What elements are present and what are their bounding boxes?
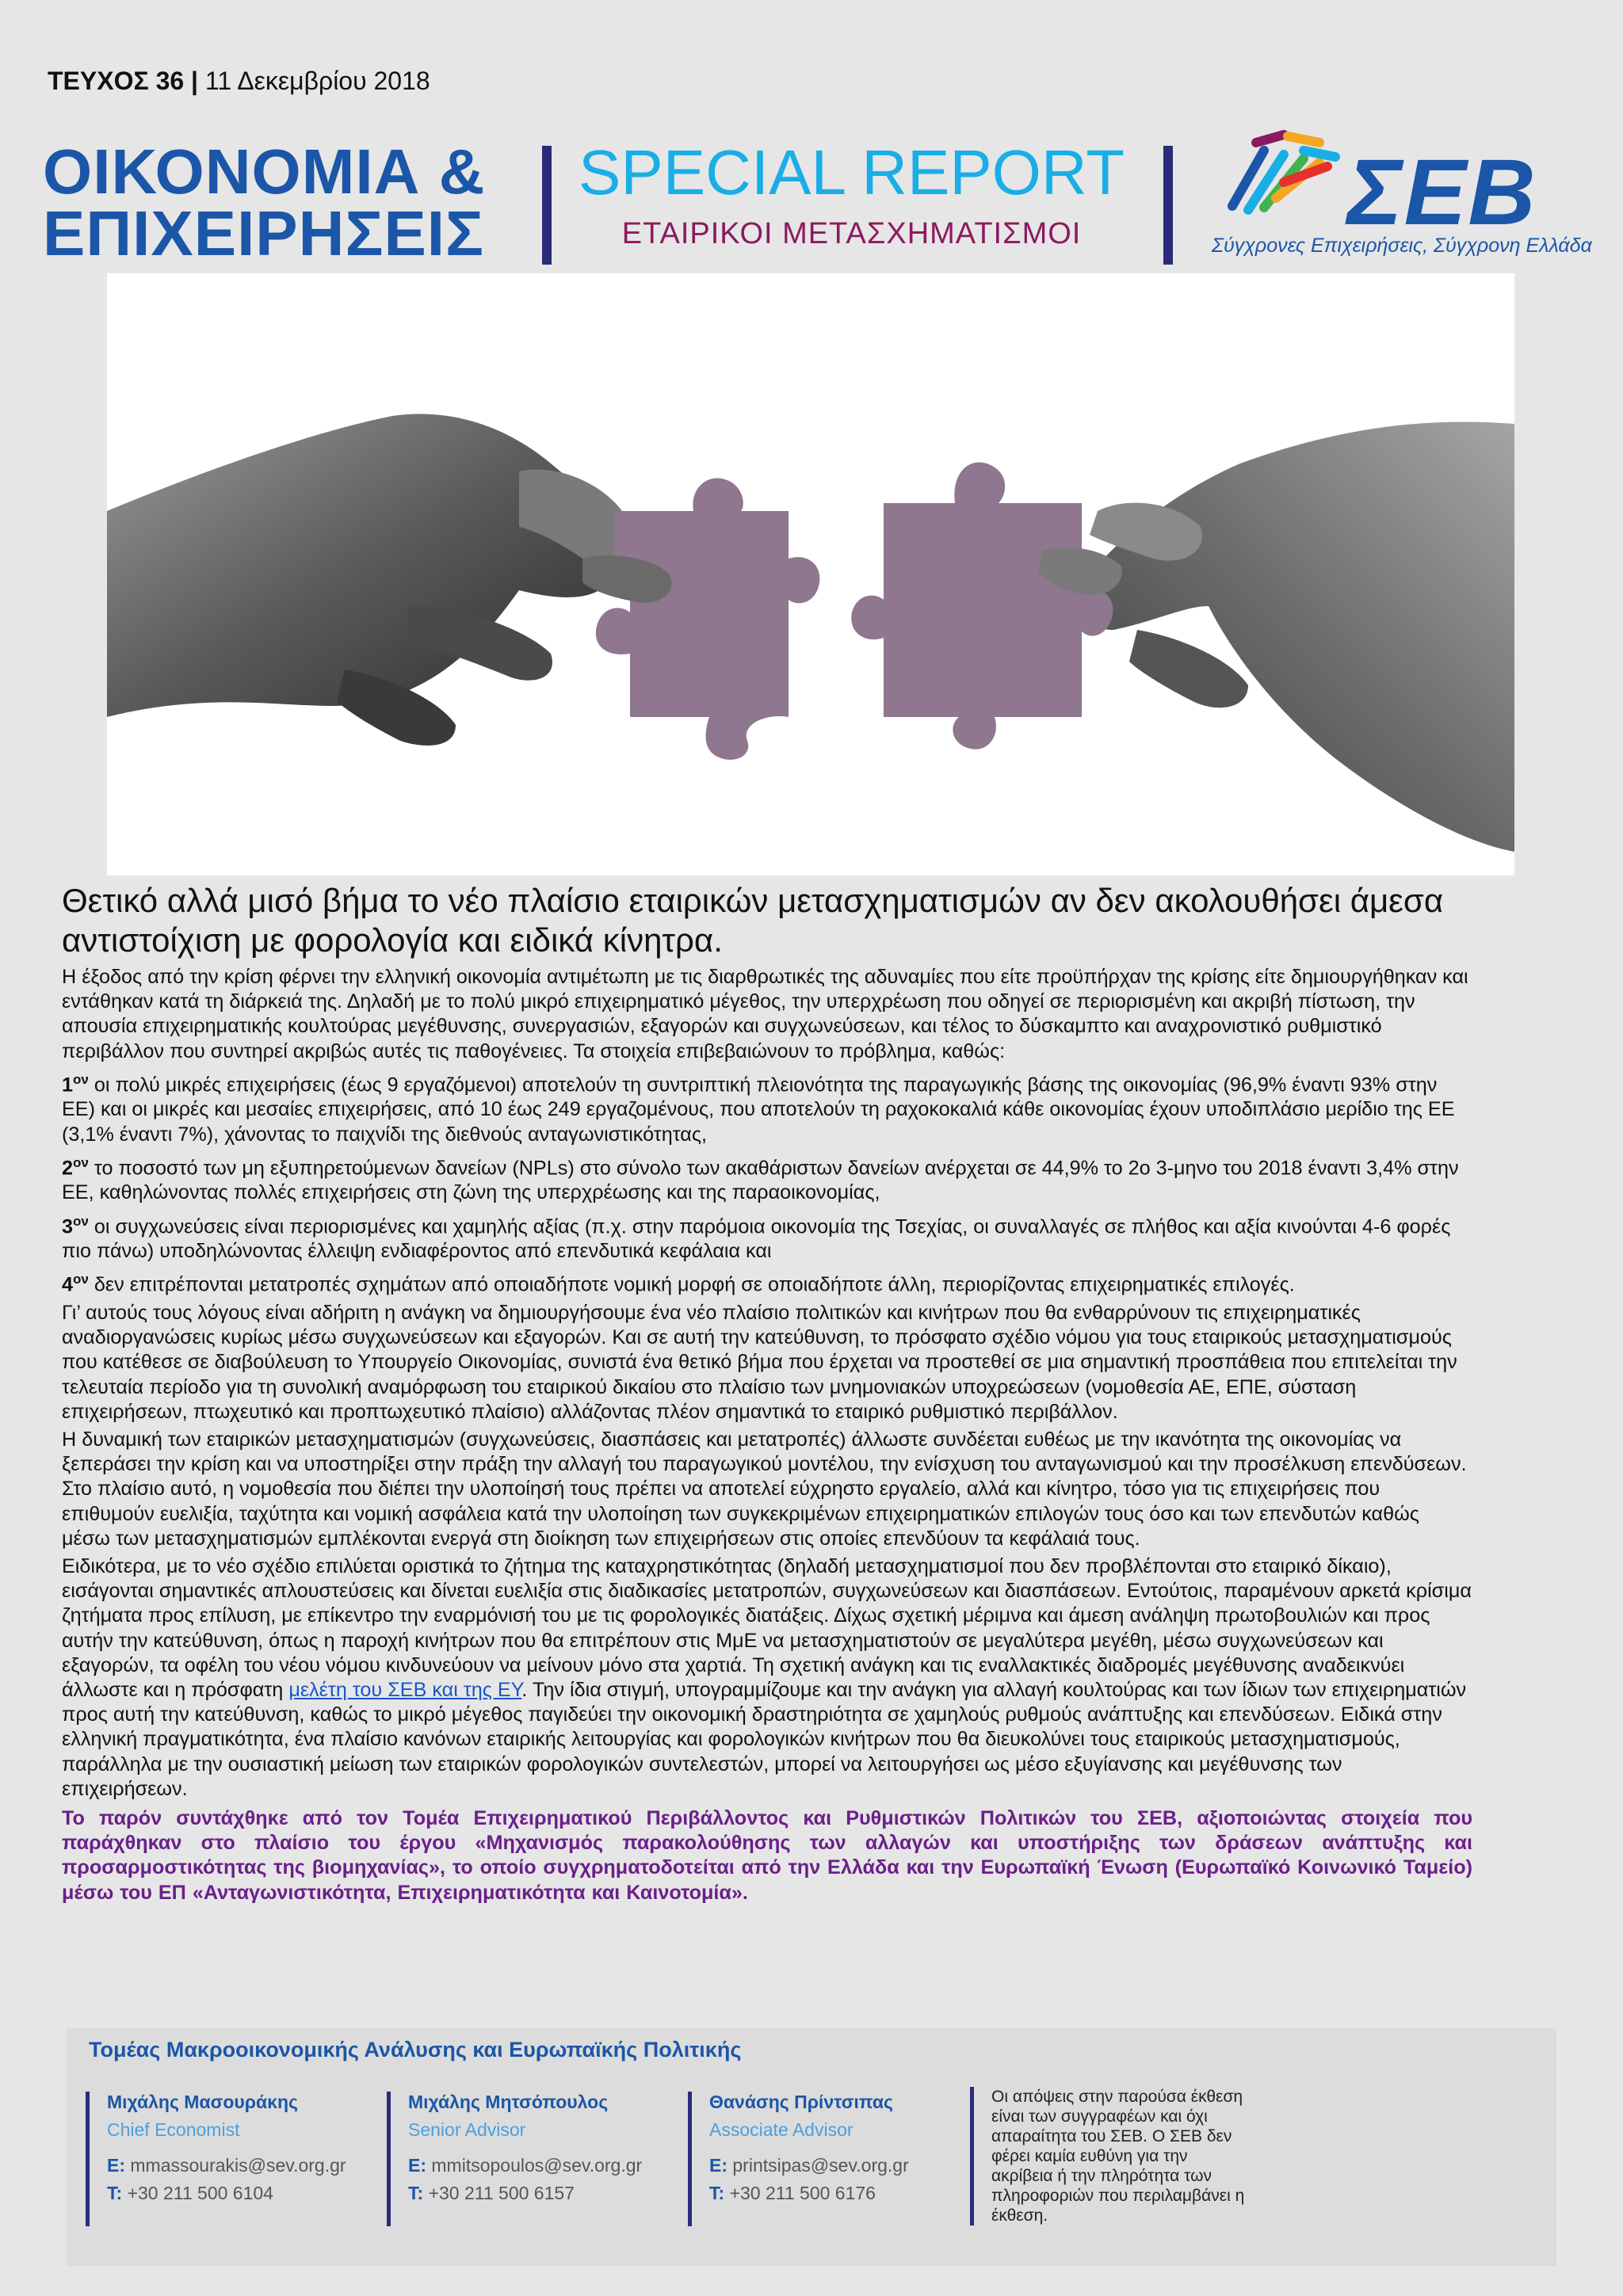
disclaimer-text: Οι απόψεις στην παρούσα έκθεση είναι των συγγραφέων και όχι απαραίτητα του ΣΕΒ. Ο ΣΕΒ δεν φέρει καμία ευθύνη για την ακρίβεια ή την πληρότητα των πληροφοριών που περιλαμβάνει η έκθεση.	[970, 2087, 1253, 2225]
paragraph-2: Γι’ αυτούς τους λόγους είναι αδήριτη η ανάγκη να δημιουργήσουμε ένα νέο πλαίσιο πολιτικών και κινήτρων που θα ενθαρρύνουν τις επιχειρηματικές αναδιοργανώσεις κυρίως μέσω συγχωνεύσεων και εξαγορών. Και σε αυτή την κατεύθυνση, το πρόσφατο σχέδιο νόμου για τους εταιρικούς μετασχηματισμούς που κατέθεσε σε διαβούλευση το Υπουργείο Οικονομίας, συνιστά ένα θετικό βήμα που έρχεται να προστεθεί σε μια σημαντική προσπάθεια που επιτελείται την τελευταία περίοδο για τη συνολική αναμόρφωση του εταιρικού δικαίου στο πλαίσιο των μνημονιακών υποχρεώσεων (νομοθεσία ΑΕ, ΕΠΕ, σύσταση επιχειρήσεων, πτωχευτικό και προπτωχευτικό πλαίσιο) αλλάζοντας πλέον σημαντικά το εταιρικό ρυθμιστικό περιβάλλον.	[62, 1302, 1457, 1423]
contact-name: Θανάσης Πρίντσιπας	[709, 2092, 893, 2112]
hands-puzzle-image	[107, 273, 1514, 875]
hero-image	[107, 273, 1514, 875]
point-text: δεν επιτρέπονται μετατροπές σχημάτων από οποιαδήποτε νομική μορφή σε οποιαδήποτε άλλη, περιορίζοντας επιχειρηματικές επιλογές.	[88, 1273, 1295, 1296]
phone-label: T:	[709, 2183, 725, 2203]
point-text: οι πολύ μικρές επιχειρήσεις (έως 9 εργαζόμενοι) αποτελούν τη συντριπτική πλειονότητα της παραγωγικής βάσης της οικονομίας (96,9% έναντι 93% στην ΕΕ) και οι μικρές και μεσαίες επιχειρήσεις, από 10 έως 249 εργαζομένους, που αποτελούν τη ραχοκοκαλιά κάθε οικονομίας έχουν υποδιπλάσιο μερίδιο της ΕΕ (3,1% έναντι 7%), χάνοντας το παιχνίδι της διεθνούς ανταγωνιστικότητας,	[62, 1074, 1455, 1146]
point-ordinal-suffix: ον	[73, 1272, 89, 1287]
contact-card	[387, 2092, 693, 2226]
contact-name: Μιχάλης Μητσόπουλος	[408, 2092, 609, 2112]
point-ordinal-suffix: ον	[73, 1213, 89, 1229]
email-label: E:	[107, 2155, 125, 2176]
sev-emblem-icon	[1209, 119, 1347, 222]
point-number: 1	[62, 1074, 74, 1097]
contact-role: Associate Advisor	[709, 2119, 854, 2140]
issue-date: 11 Δεκεμβρίου 2018	[204, 67, 430, 95]
point-text: οι συγχωνεύσεις είναι περιορισμένες και χαμηλής αξίας (π.χ. στην παρόμοια οικονομία της Τσεχίας, οι συναλλαγές σε πλήθος και αξία κινούνται 4-6 φορές πιο πάνω) υποδηλώνοντας έλλειψη ενδιαφέροντος από επενδυτικά κεφάλαια και	[62, 1215, 1451, 1263]
masthead-line-2: ΕΠΙΧΕΙΡΗΣΕΙΣ	[43, 198, 485, 269]
contact-role: Chief Economist	[107, 2119, 240, 2140]
contact-phone-row	[107, 2183, 392, 2204]
contact-email-row	[408, 2155, 693, 2176]
point-4	[62, 1267, 1472, 1298]
contact-phone[interactable]: +30 211 500 6176	[729, 2183, 876, 2203]
unit-title: Τομέας Μακροοικονομικής Ανάλυσης και Ευρωπαϊκής Πολιτικής	[89, 2038, 742, 2061]
logo-word: ΣΕΒ	[1347, 140, 1537, 245]
masthead-divider-right	[1163, 146, 1173, 265]
paragraph-4-part-b: . Την ίδια στιγμή, υπογραμμίζουμε και την ανάγκη για αλλαγή κουλτούρας και των ίδιων των επιχειρηματιών προς αυτή την κατεύθυνση, καθώς το μικρό μέγεθος παγιδεύει την οικονομική δραστηριότητα σε χαμηλούς ρυθμούς ανάπτυξης και επενδύσεων. Ειδικά στην ελληνική πραγματικότητα, ένα πλαίσιο κανόνων εταιρικής λειτουργίας και φορολογικών κινήτρων που θα διευκολύνει τους εταιρικούς μετασχηματισμούς, παράλληλα με την ουσιαστική μείωση των εταιρικών φορολογικών συντελεστών, μπορεί να λειτουργήσει ως μέσο εξυγίανσης και μεγέθυνσης των επιχειρήσεων.	[62, 1679, 1467, 1800]
sev-logo	[1209, 119, 1592, 261]
point-text: το ποσοστό των μη εξυπηρετούμενων δανείων (NPLs) στο σύνολο των ακαθάριστων δανείων ανέρχεται σε 44,9% το 2ο 3-μηνο του 2018 έναντι 3,4% στην ΕΕ, καθηλώνοντας πολλές επιχειρήσεις στη ζώνη της υπερχρέωσης και της παραοικονομίας,	[62, 1157, 1459, 1204]
contact-phone-row	[709, 2183, 995, 2204]
contact-email-row	[107, 2155, 392, 2176]
masthead-title	[43, 136, 486, 269]
point-number: 2	[62, 1157, 74, 1180]
logo-tagline: Σύγχρονες Επιχειρήσεις, Σύγχρονη Ελλάδα	[1212, 235, 1592, 257]
point-number: 3	[62, 1215, 74, 1238]
funding-credit: Το παρόν συντάχθηκε από τον Τομέα Επιχειρηματικού Περιβάλλοντος και Ρυθμιστικών Πολιτικών του ΣΕΒ, αξιοποιώντας στοιχεία που παράχθηκαν στο πλαίσιο του έργου «Μηχανισμός παρακολούθησης των αλλαγών και υποστήριξης των δράσεων ανάπτυξης και προσαρμοστικότητας της βιομηχανίας», το οποίο συγχρηματοδοτείται από την Ελλάδα και την Ευρωπαϊκή Ένωση (Ευρωπαϊκό Κοινωνικό Ταμείο) μέσω του ΕΠ «Ανταγωνιστικότητα, Επιχειρηματικότητα και Καινοτομία».	[62, 1807, 1472, 1904]
masthead-divider-left	[542, 146, 552, 265]
contact-email[interactable]: printsipas@sev.org.gr	[732, 2155, 909, 2176]
point-ordinal-suffix: ον	[73, 1071, 89, 1087]
contact-phone-row	[408, 2183, 693, 2204]
intro-paragraph: Η έξοδος από την κρίση φέρνει την ελληνική οικονομία αντιμέτωπη με τις διαρθρωτικές της αδυναμίες που είτε προϋπήρχαν της κρίσης είτε δημιουργήθηκαν και εντάθηκαν κατά τη διάρκειά της. Δηλαδή με το πολύ μικρό επιχειρηματικό μέγεθος, την υπερχρέωση που οδηγεί σε περιορισμένη και ακριβή πίστωση, την απουσία επιχειρηματικής κουλτούρας μεγέθυνσης, συνεργασιών, εξαγορών και συγχωνεύσεων, και τέλος το δύσκαμπτο και αναχρονιστικό ρυθμιστικό περιβάλλον που συντηρεί ακριβώς αυτές τις παθογένειες. Τα στοιχεία επιβεβαιώνουν το πρόβλημα, καθώς:	[62, 966, 1468, 1062]
paragraph-4	[62, 1554, 1472, 1802]
contact-name: Μιχάλης Μασουράκης	[107, 2092, 298, 2112]
contact-email[interactable]: mmassourakis@sev.org.gr	[130, 2155, 346, 2176]
paragraph-4-part-a: Ειδικότερα, με το νέο σχέδιο επιλύεται οριστικά το ζήτημα της καταχρηστικότητας (δηλαδή μετασχηματισμοί που δεν προβλέπονται στο εταιρικό δίκαιο), εισάγονται σημαντικές απλουστεύσεις και δίνεται ευελιξία στις διαδικασίες μετατροπών, συγχωνεύσεων και διασπάσεων. Εντούτοις, παραμένουν αρκετά κρίσιμα ζητήματα προς επίλυση, με επίκεντρο την εναρμόνισή του με τις φορολογικές διατάξεις. Δίχως σχετική μέριμνα και άμεση ανάληψη πρωτοβουλιών και προς αυτήν την κατεύθυνση, όπως η παροχή κινήτρων που θα επιτρέπουν στις ΜμΕ να μετασχηματιστούν σε μεγαλύτερα μεγέθη, μέσω συγχωνεύσεων και εξαγορών, τα οφέλη του νέου νόμου κινδυνεύουν να μείνουν μόνο στα χαρτιά. Τη σχετική ανάγκη και τις εναλλακτικές διαδρομές μεγέθυνσης αναδεικνύει άλλωστε και η πρόσφατη	[62, 1555, 1472, 1702]
article-body	[62, 965, 1472, 1909]
issue-line	[48, 67, 430, 96]
study-link[interactable]: μελέτη του ΣΕΒ και της ΕΥ	[288, 1679, 522, 1702]
point-ordinal-suffix: ον	[73, 1154, 89, 1170]
phone-label: T:	[107, 2183, 123, 2203]
contact-phone[interactable]: +30 211 500 6104	[127, 2183, 273, 2203]
article-headline: Θετικό αλλά μισό βήμα το νέο πλαίσιο εταιρικών μετασχηματισμών αν δεν ακολουθήσει άμεσα αντιστοίχιση με φορολογία και ειδικά κίνητρα.	[62, 882, 1444, 959]
phone-label: T:	[408, 2183, 424, 2203]
contact-card	[86, 2092, 392, 2226]
issue-number: ΤΕΥΧΟΣ 36	[48, 67, 185, 95]
email-label: E:	[709, 2155, 727, 2176]
contact-email-row	[709, 2155, 995, 2176]
contact-role: Senior Advisor	[408, 2119, 526, 2140]
point-1	[62, 1067, 1472, 1147]
issue-separator: |	[184, 67, 205, 95]
contact-phone[interactable]: +30 211 500 6157	[428, 2183, 575, 2203]
footer-contacts	[67, 2028, 1556, 2266]
point-number: 4	[62, 1273, 74, 1296]
special-report-block	[579, 139, 1125, 251]
paragraph-3: Η δυναμική των εταιρικών μετασχηματισμών (συγχωνεύσεις, διασπάσεις και μετατροπές) άλλωστε συνδέεται ευθέως με την ικανότητα της οικονομίας να ξεπεράσει την κρίση και να υποστηρίξει στην πράξη την αλλαγή του παραγωγικού μοντέλου, την ενίσχυση του ανταγωνισμού και την προσέλκυση επενδύσεων. Στο πλαίσιο αυτό, η νομοθεσία που διέπει την υλοποίησή τους πρέπει να αποτελεί εύχρηστο εργαλείο, αλλά και κίνητρο, τόσο για τις επιχειρήσεις που επιθυμούν ευελιξία, ταχύτητα και νομική ασφάλεια κατά την υλοποίηση των συγκεκριμένων επιχειρηματικών επιλογών τους όσο και των επενδυτών καθώς μέσω των μετασχηματισμών εμπλέκονται ενεργά στη διοίκηση των επιχειρήσεων στις οποίες επενδύουν τα κεφάλαιά τους.	[62, 1428, 1467, 1550]
point-2	[62, 1150, 1472, 1206]
special-report-subtitle: ΕΤΑΙΡΙΚΟΙ ΜΕΤΑΣΧΗΜΑΤΙΣΜΟΙ	[621, 217, 1082, 250]
contact-card	[688, 2092, 995, 2226]
masthead-line-1: ΟΙΚΟΝΟΜΙΑ &	[43, 136, 486, 207]
contact-email[interactable]: mmitsopoulos@sev.org.gr	[431, 2155, 643, 2176]
email-label: E:	[408, 2155, 426, 2176]
point-3	[62, 1209, 1472, 1264]
special-report-title: SPECIAL REPORT	[579, 137, 1125, 208]
